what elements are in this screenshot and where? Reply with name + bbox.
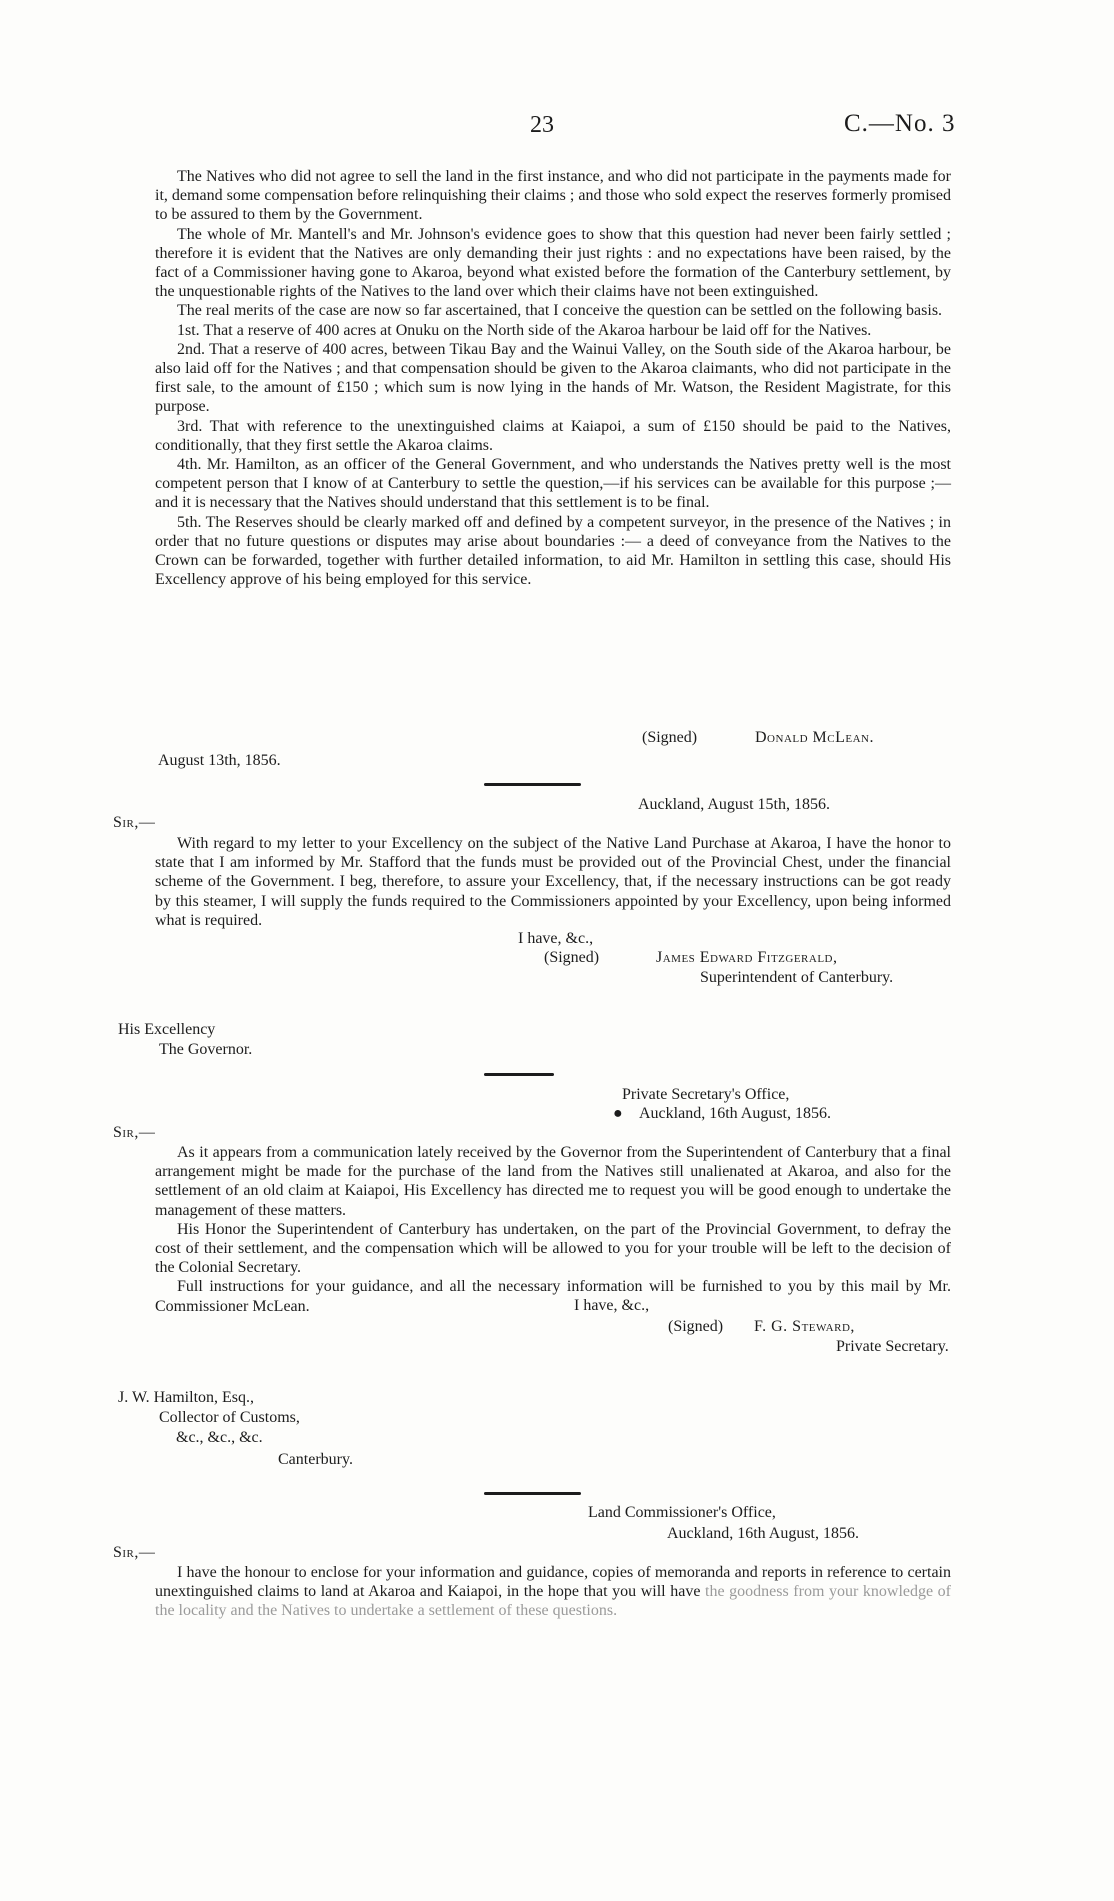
letter1-title: Superintendent of Canterbury. <box>700 969 894 986</box>
memo-paragraph: 2nd. That a reserve of 400 acres, between Tikau Bay and the Wainui Valley, on the South side of the Akaroa harbour, be also laid off for the Natives ; and that compensation should be given to the Akaroa claimants, who did not participate in the first sale, to the amount of £150 ; which sum is now lying in the hands of Mr. Watson, the Resident Magistrate, for this purpose. <box>155 340 951 416</box>
letter2-addressee: Collector of Customs, <box>159 1409 300 1426</box>
letter3-paragraph-faded-text: the goodness from your knowledge of the locality and the Natives to undertake a settlement of these questions. <box>155 1583 952 1620</box>
section-divider <box>484 1073 554 1076</box>
letter3-body <box>155 1563 951 1621</box>
memo-paragraph: The Natives who did not agree to sell the land in the first instance, and who did not participate in the payments made for it, demand some compensation before relinquishing their claims ; and those who sold expect the reserves formerly promised to be assured to them by the Government. <box>155 168 951 224</box>
memo-signatory: Donald McLean. <box>755 729 874 746</box>
bullet-mark: ● <box>613 1105 623 1122</box>
letter1-salutation: Sir,— <box>113 814 156 831</box>
letter2-paragraph: Full instructions for your guidance, and all the necessary information will be furnished to you by this mail by Mr. Commissioner McLean. <box>155 1278 951 1315</box>
letter2-closing: I have, &c., <box>574 1297 650 1314</box>
letter1-place-date: Auckland, August 15th, 1856. <box>638 796 830 813</box>
letter3-paragraph-text: I have the honour to enclose for your information and guidance, copies of memoranda and reports in reference to certain unextinguished claims to land at Akaroa and Kaiapoi, in the hope that you will have <box>155 1564 951 1601</box>
letter1-addressee: The Governor. <box>159 1041 253 1058</box>
letter1-body <box>155 834 951 930</box>
letter2-place-date: Auckland, 16th August, 1856. <box>639 1105 831 1122</box>
letter3-office: Land Commissioner's Office, <box>588 1504 776 1521</box>
letter2-title: Private Secretary. <box>836 1338 949 1355</box>
letter2-office: Private Secretary's Office, <box>622 1086 790 1103</box>
letter1-paragraph: With regard to my letter to your Excellency on the subject of the Native Land Purchase at Akaroa, I have the honor to state that I am informed by Mr. Stafford that the funds must be provided out of the Provincial Chest, under the financial scheme of the Government. I beg, therefore, to assure your Excellency, that, if the necessary instructions can be got ready by this steamer, I will supply the funds required to the Commissioners appointed by your Excellency, upon being informed what is required. <box>155 835 951 929</box>
section-divider <box>484 1492 581 1495</box>
letter3-salutation: Sir,— <box>113 1544 156 1561</box>
memo-paragraph: The whole of Mr. Mantell's and Mr. Johnson's evidence goes to show that this question had never been fairly settled ; therefore it is evident that the Natives are only demanding their just rights : and no expectations have been raised, by the fact of a Commissioner having gone to Akaroa, beyond what existed before the formation of the Canterbury settlement, by the unquestionable rights of the Natives to the land over which their claims have not been extinguished. <box>155 225 951 301</box>
document-reference: C.—No. 3 <box>844 110 956 137</box>
section-divider <box>484 783 581 786</box>
letter2-body <box>155 1143 951 1316</box>
memo-signed-label: (Signed) <box>642 729 698 746</box>
letter2-signatory: F. G. Steward, <box>754 1318 855 1335</box>
memo-paragraph: 4th. Mr. Hamilton, as an officer of the General Government, and who understands the Natives pretty well is the most competent person that I know of at Canterbury to settle the question,—if his services can be available for this purpose ;—and it is necessary that the Natives should understand that this settlement is to be final. <box>155 456 951 512</box>
letter2-addressee: &c., &c., &c. <box>176 1429 263 1446</box>
letter3-paragraph <box>155 1563 951 1621</box>
letter2-addressee: J. W. Hamilton, Esq., <box>118 1389 255 1406</box>
memo-date: August 13th, 1856. <box>158 752 281 769</box>
letter3-place-date: Auckland, 16th August, 1856. <box>667 1525 859 1542</box>
page-number: 23 <box>530 112 554 138</box>
letter1-addressee: His Excellency <box>118 1021 216 1038</box>
memo-paragraph: 5th. The Reserves should be clearly marked off and defined by a competent surveyor, in the presence of the Natives ; in order that no future questions or disputes may arise about boundaries :— a deed of conveyance from the Natives to the Crown can be forwarded, together with further detailed information, to aid Mr. Hamilton in settling this case, should His Excellency approve of his being employed for this service. <box>155 513 951 589</box>
letter1-signatory: James Edward Fitzgerald, <box>656 949 838 966</box>
memo-paragraph: 3rd. That with reference to the unextinguished claims at Kaiapoi, a sum of £150 should be paid to the Natives, conditionally, that they first settle the Akaroa claims. <box>155 417 951 454</box>
memo-paragraph: 1st. That a reserve of 400 acres at Onuku on the North side of the Akaroa harbour be laid off for the Natives. <box>177 321 872 339</box>
letter2-signed-label: (Signed) <box>668 1318 724 1335</box>
letter2-paragraph: As it appears from a communication lately received by the Governor from the Superintendent of Canterbury that a final arrangement might be made for the purchase of the land from the Natives still unalienated at Akaroa, and also for the settlement of an old claim at Kaiapoi, His Excellency has directed me to request you will be good enough to undertake the management of these matters. <box>155 1144 951 1219</box>
memo-body <box>155 167 951 589</box>
letter2-salutation: Sir,— <box>113 1124 156 1141</box>
letter1-signed-label: (Signed) <box>544 949 600 966</box>
memo-paragraph: The real merits of the case are now so far ascertained, that I conceive the question can be settled on the following basis. <box>177 302 943 320</box>
letter2-addressee: Canterbury. <box>278 1451 353 1468</box>
letter2-paragraph: His Honor the Superintendent of Canterbury has undertaken, on the part of the Provincial Government, to defray the cost of their settlement, and the compensation which will be allowed to you for your trouble will be left to the decision of the Colonial Secretary. <box>155 1220 951 1277</box>
letter1-closing: I have, &c., <box>518 930 594 947</box>
